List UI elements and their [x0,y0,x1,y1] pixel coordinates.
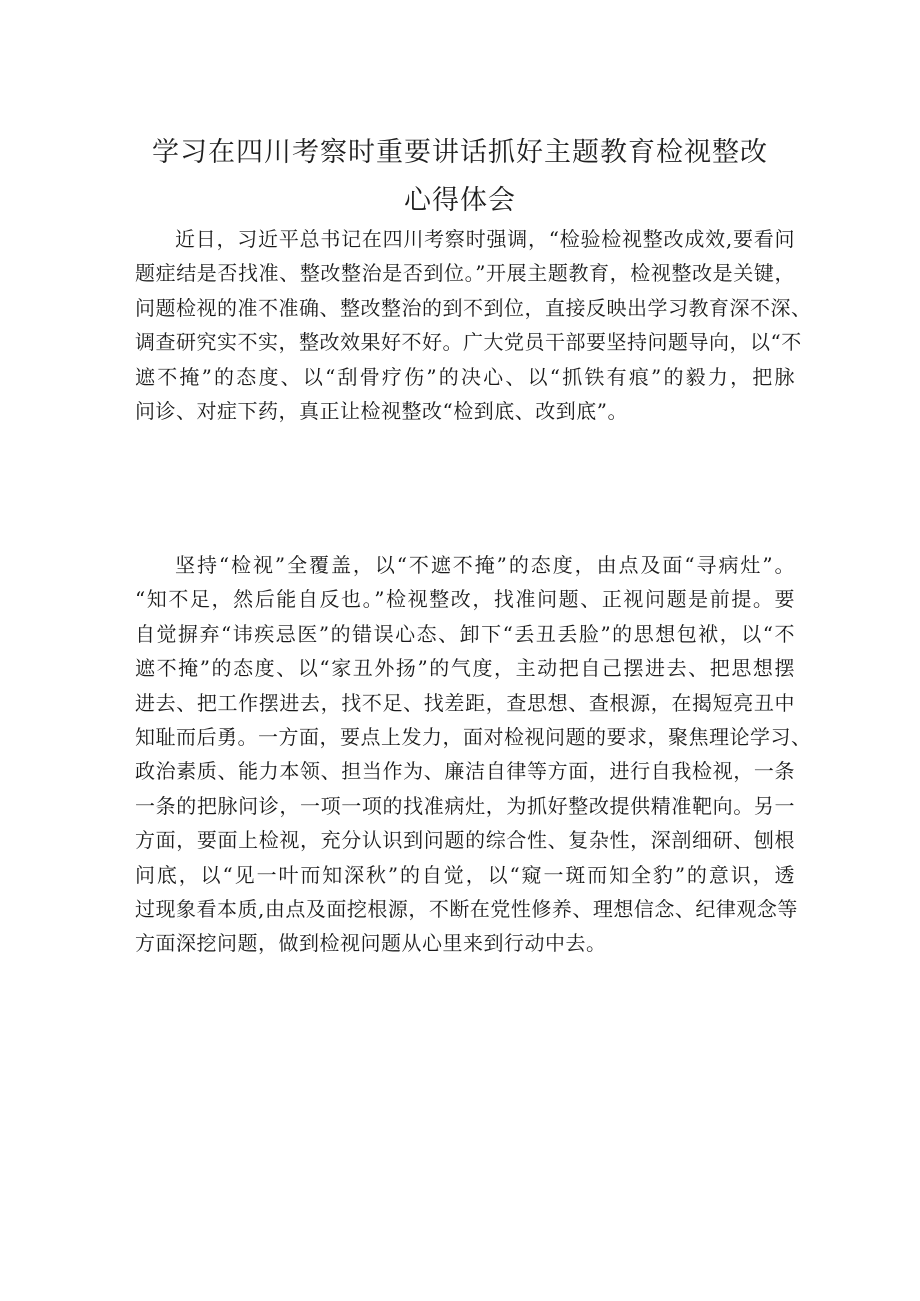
paragraph-line: 进去、把工作摆进去，找不足、找差距，查思想、查根源，在揭短亮丑中 [135,690,795,715]
paragraph-intro [135,222,812,428]
paragraph-line: 坚持“检视”全覆盖，以“不遮不掩”的态度，由点及面“寻病灶”。 [175,553,795,577]
paragraph-line: 题症结是否找准、整改整治是否到位。”开展主题教育，检视整改是关键， [135,261,795,286]
paragraph-line: 政治素质、能力本领、担当作为、廉洁自律等方面，进行自我检视，一条 [135,759,795,784]
paragraph-line: 问题检视的准不准确、整改整治的到不到位，直接反映出学习教育深不深、 [135,295,812,320]
paragraph-line: 遮不掩”的态度、以“刮骨疗伤”的决心、以“抓铁有痕”的毅力，把脉 [135,364,795,389]
document-title-line-2: 心得体会 [404,185,516,216]
paragraph-line: 遮不掩”的态度、以“家丑外扬”的气度，主动把自己摆进去、把思想摆 [135,656,795,681]
paragraph-line: 问底，以“见一叶而知深秋”的自觉，以“窥一斑而知全豹”的意识，透 [135,862,795,887]
paragraph-line: 问诊、对症下药，真正让检视整改“检到底、改到底”。 [135,398,628,423]
paragraph-line: “知不足，然后能自反也。”检视整改，找准问题、正视问题是前提。要 [135,587,795,612]
paragraph-line: 过现象看本质,由点及面挖根源，不断在党性修养、理想信念、纪律观念等 [135,896,798,921]
paragraph-line: 近日，习近平总书记在四川考察时强调，“检验检视整改成效,要看问 [175,227,795,251]
paragraph-line: 调查研究实不实，整改效果好不好。广大党员干部要坚持问题导向，以“不 [135,330,802,355]
paragraph-line: 知耻而后勇。一方面，要点上发力，面对检视问题的要求，聚焦理论学习、 [135,724,812,749]
paragraph-line: 方面，要面上检视，充分认识到问题的综合性、复杂性，深剖细研、刨根 [135,828,795,853]
paragraph-line: 自觉摒弃“讳疾忌医”的错误心态、卸下“丢丑丢脸”的思想包袱，以“不 [135,621,795,646]
paragraph-line: 方面深挖问题，做到检视问题从心里来到行动中去。 [135,931,607,956]
paragraph-inspection [135,548,812,961]
document-title-line-1: 学习在四川考察时重要讲话抓好主题教育检视整改 [152,137,768,168]
paragraph-line: 一条的把脉问诊，一项一项的找准病灶，为抓好整改提供精准靶向。另一 [135,793,795,818]
